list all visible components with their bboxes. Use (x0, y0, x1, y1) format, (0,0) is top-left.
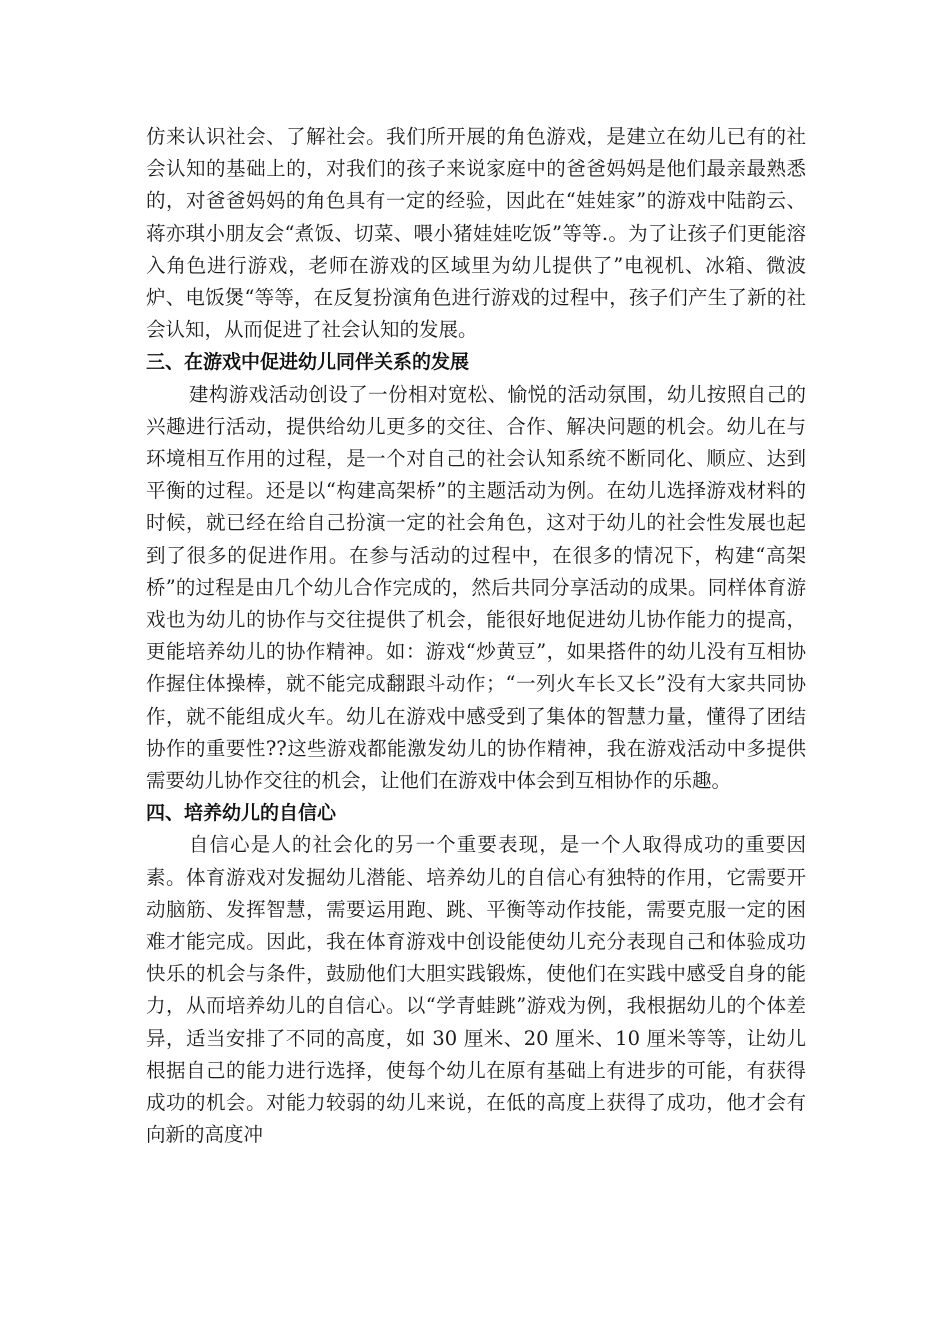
continued-paragraph: 仿来认识社会、了解社会。我们所开展的角色游戏，是建立在幼儿已有的社会认知的基础上的，对我们的孩子来说家庭中的爸爸妈妈是他们最亲最熟悉的，对爸爸妈妈的角色具有一定的经验，因此在“娃娃家”的游戏中陆韵云、蒋亦琪小朋友会“煮饭、切菜、喂小猪娃娃吃饭”等等.。为了让孩子们更能溶入角色进行游戏，老师在游戏的区域里为幼儿提供了”电视机、冰箱、微波炉、电饭煲“等等，在反复扮演角色进行游戏的过程中，孩子们产生了新的社会认知，从而促进了社会认知的发展。 (146, 125, 806, 342)
section-4-paragraph: 自信心是人的社会化的另一个重要表现，是一个人取得成功的重要因素。体育游戏对发掘幼儿潜能、培养幼儿的自信心有独特的作用，它需要开动脑筋、发挥智慧，需要运用跑、跳、平衡等动作技能，需要克服一定的困难才能完成。因此，我在体育游戏中创设能使幼儿充分表现自己和体验成功快乐的机会与条件，鼓励他们大胆实践锻炼，使他们在实践中感受自身的能力，从而培养幼儿的自信心。以“学青蛙跳”游戏为例，我根据幼儿的个体差异，适当安排了不同的高度，如 30 厘米、20 厘米、10 厘米等等，让幼儿根据自己的能力进行选择，使每个幼儿在原有基础上有进步的可能，有获得成功的机会。对能力较弱的幼儿来说，在低的高度上获得了成功，他才会有向新的高度冲 (146, 833, 806, 1147)
section-3-paragraph: 建构游戏活动创设了一份相对宽松、愉悦的活动氛围，幼儿按照自己的兴趣进行活动，提供给幼儿更多的交往、合作、解决问题的机会。幼儿在与环境相互作用的过程，是一个对自己的社会认知系统不断同化、顺应、达到平衡的过程。还是以“构建高架桥”的主题活动为例。在幼儿选择游戏材料的时候，就已经在给自己扮演一定的社会角色，这对于幼儿的社会性发展也起到了很多的促进作用。在参与活动的过程中，在很多的情况下，构建“高架桥”的过程是由几个幼儿合作完成的，然后共同分享活动的成果。同样体育游戏也为幼儿的协作与交往提供了机会，能很好地促进幼儿协作能力的提高，更能培养幼儿的协作精神。如：游戏“炒黄豆”，如果搭件的幼儿没有互相协作握住体操棒，就不能完成翻跟斗动作；“一列火车长又长”没有大家共同协作，就不能组成火车。幼儿在游戏中感受到了集体的智慧力量，懂得了团结协作的重要性??这些游戏都能激发幼儿的协作精神，我在游戏活动中多提供需要幼儿协作交往的机会，让他们在游戏中体会到互相协作的乐趣。 (146, 382, 806, 793)
section-heading-4: 四、培养幼儿的自信心 (146, 802, 337, 825)
section-heading-3: 三、在游戏中促进幼儿同伴关系的发展 (146, 351, 470, 374)
document-page (146, 121, 806, 1152)
